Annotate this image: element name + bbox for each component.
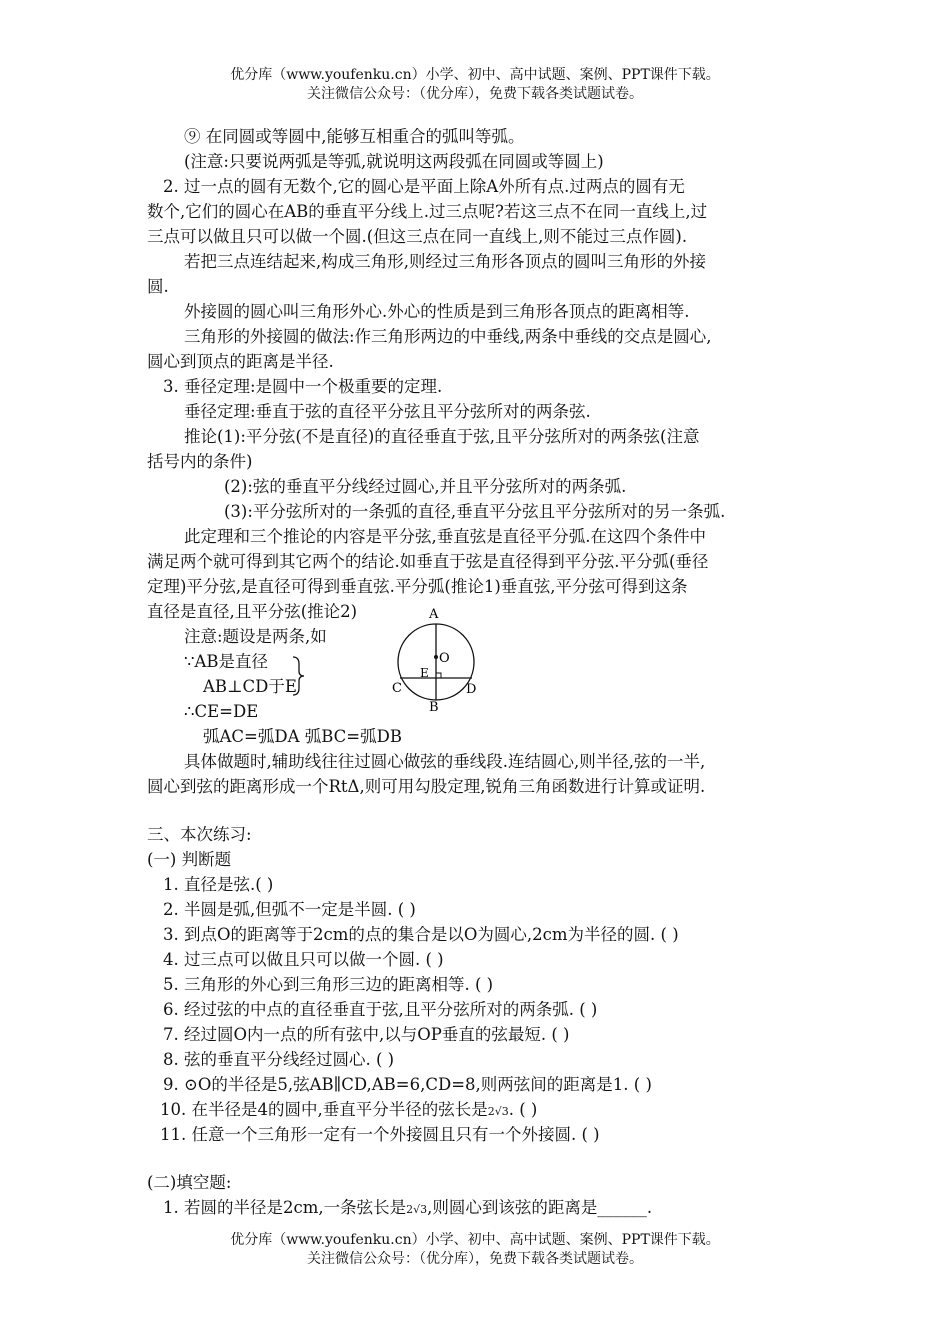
- question-text: ,则圆心到该弦的距离是______.: [427, 1198, 653, 1217]
- question-text: 1. 若圆的半径是2cm,一条弦长是: [163, 1198, 407, 1217]
- question-item: 3. 到点O的距离等于2cm的点的集合是以O为圆心,2cm为半径的圆. ( ): [163, 925, 679, 944]
- subsection-title: (二)填空题:: [147, 1173, 232, 1192]
- text-line: 此定理和三个推论的内容是平分弦,垂直弦是直径平分弧.在这四个条件中: [184, 527, 706, 546]
- question-item: 2. 半圆是弧,但弧不一定是半圆. ( ): [163, 900, 416, 919]
- text-line: 具体做题时,辅助线往往过圆心做弦的垂线段.连结圆心,则半径,弦的一半,: [184, 752, 706, 771]
- page-footer-line2: 关注微信公众号：（优分库），免费下载各类试题试卷。: [307, 1251, 643, 1267]
- text-line: ∴CE=DE: [184, 702, 259, 721]
- text-line: 圆心到顶点的距离是半径.: [147, 352, 334, 371]
- label-o: O: [439, 651, 450, 666]
- page-footer-line1: 优分库（www.youfenku.cn）小学、初中、高中试题、案例、PPT课件下载。: [230, 1232, 720, 1248]
- question-item: 5. 三角形的外心到三角形三边的距离相等. ( ): [163, 975, 494, 994]
- text-line: 三点可以做且只可以做一个圆.(但这三点在同一直线上,则不能过三点作圆).: [147, 227, 688, 246]
- text-line: ∵AB是直径: [184, 652, 269, 671]
- text-line: 圆心到弦的距离形成一个RtΔ,则可用勾股定理,锐角三角函数进行计算或证明.: [147, 777, 706, 796]
- question-item: 8. 弦的垂直平分线经过圆心. ( ): [163, 1050, 395, 1069]
- page-header-line1: 优分库（www.youfenku.cn）小学、初中、高中试题、案例、PPT课件下载。: [230, 67, 720, 83]
- circle-figure: [384, 600, 496, 712]
- center-point: [434, 655, 438, 659]
- text-line: 2. 过一点的圆有无数个,它的圆心是平面上除A外所有点.过两点的圆有无: [163, 177, 685, 196]
- question-text: 10. 在半径是4的圆中,垂直平分半径的弦长是: [160, 1100, 488, 1119]
- label-c: C: [392, 681, 402, 696]
- question-item: [163, 1197, 652, 1221]
- text-line: 圆.: [147, 277, 169, 296]
- question-item: 1. 直径是弦.( ): [163, 875, 274, 894]
- brace-symbol: [290, 656, 306, 696]
- text-line: 外接圆的圆心叫三角形外心.外心的性质是到三角形各顶点的距离相等.: [184, 302, 690, 321]
- question-item: 4. 过三点可以做且只可以做一个圆. ( ): [163, 950, 444, 969]
- text-line: 推论(1):平分弦(不是直径)的直径垂直于弦,且平分弦所对的两条弦(注意: [184, 427, 700, 446]
- question-item: 6. 经过弦的中点的直径垂直于弦,且平分弦所对的两条弧. ( ): [163, 1000, 598, 1019]
- label-a: A: [429, 607, 439, 622]
- label-d: D: [466, 682, 477, 697]
- math-expression: 2√3: [487, 1105, 509, 1118]
- text-line: 弧AC=弧DA 弧BC=弧DB: [203, 727, 402, 746]
- text-line: 三角形的外接圆的做法:作三角形两边的中垂线,两条中垂线的交点是圆心,: [184, 327, 712, 346]
- label-b: B: [429, 700, 439, 712]
- question-item: 11. 任意一个三角形一定有一个外接圆且只有一个外接圆. ( ): [160, 1125, 600, 1144]
- page-header-line2: 关注微信公众号：（优分库），免费下载各类试题试卷。: [307, 86, 643, 102]
- text-line: 直径是直径,且平分弦(推论2): [147, 602, 358, 621]
- text-line: 3. 垂径定理:是圆中一个极重要的定理.: [163, 377, 443, 396]
- section-title: 三、本次练习:: [147, 825, 252, 844]
- question-text: . ( ): [508, 1100, 538, 1119]
- text-line: (3):平分弦所对的一条弧的直径,垂直平分弦且平分弦所对的另一条弧.: [224, 502, 726, 521]
- question-item: [160, 1099, 537, 1123]
- text-line: ⑨ 在同圆或等圆中,能够互相重合的弧叫等弧。: [184, 127, 525, 146]
- text-line: 垂径定理:垂直于弦的直径平分弦且平分弦所对的两条弦.: [184, 402, 591, 421]
- text-line: 注意:题设是两条,如: [184, 627, 327, 646]
- text-line: AB⊥CD于E: [203, 677, 297, 696]
- question-item: 7. 经过圆O内一点的所有弦中,以与OP垂直的弦最短. ( ): [163, 1025, 570, 1044]
- text-line: 满足两个就可得到其它两个的结论.如垂直于弦是直径得到平分弦.平分弧(垂径: [147, 552, 709, 571]
- text-line: (2):弦的垂直平分线经过圆心,并且平分弦所对的两条弧.: [224, 477, 627, 496]
- math-expression: 2√3: [406, 1203, 428, 1216]
- label-e: E: [420, 666, 429, 680]
- text-line: 若把三点连结起来,构成三角形,则经过三角形各顶点的圆叫三角形的外接: [184, 252, 706, 271]
- text-line: 括号内的条件): [147, 452, 253, 471]
- text-line: 数个,它们的圆心在AB的垂直平分线上.过三点呢?若这三点不在同一直线上,过: [147, 202, 708, 221]
- right-angle-mark: [436, 673, 441, 678]
- question-item: 9. ⊙O的半径是5,弦AB∥CD,AB=6,CD=8,则两弦间的距离是1. ( ): [163, 1075, 652, 1094]
- text-line: (注意:只要说两弧是等弧,就说明这两段弧在同圆或等圆上): [184, 152, 604, 171]
- subsection-title: (一) 判断题: [147, 850, 232, 869]
- text-line: 定理)平分弦,是直径可得到垂直弦.平分弧(推论1)垂直弦,平分弦可得到这条: [147, 577, 688, 596]
